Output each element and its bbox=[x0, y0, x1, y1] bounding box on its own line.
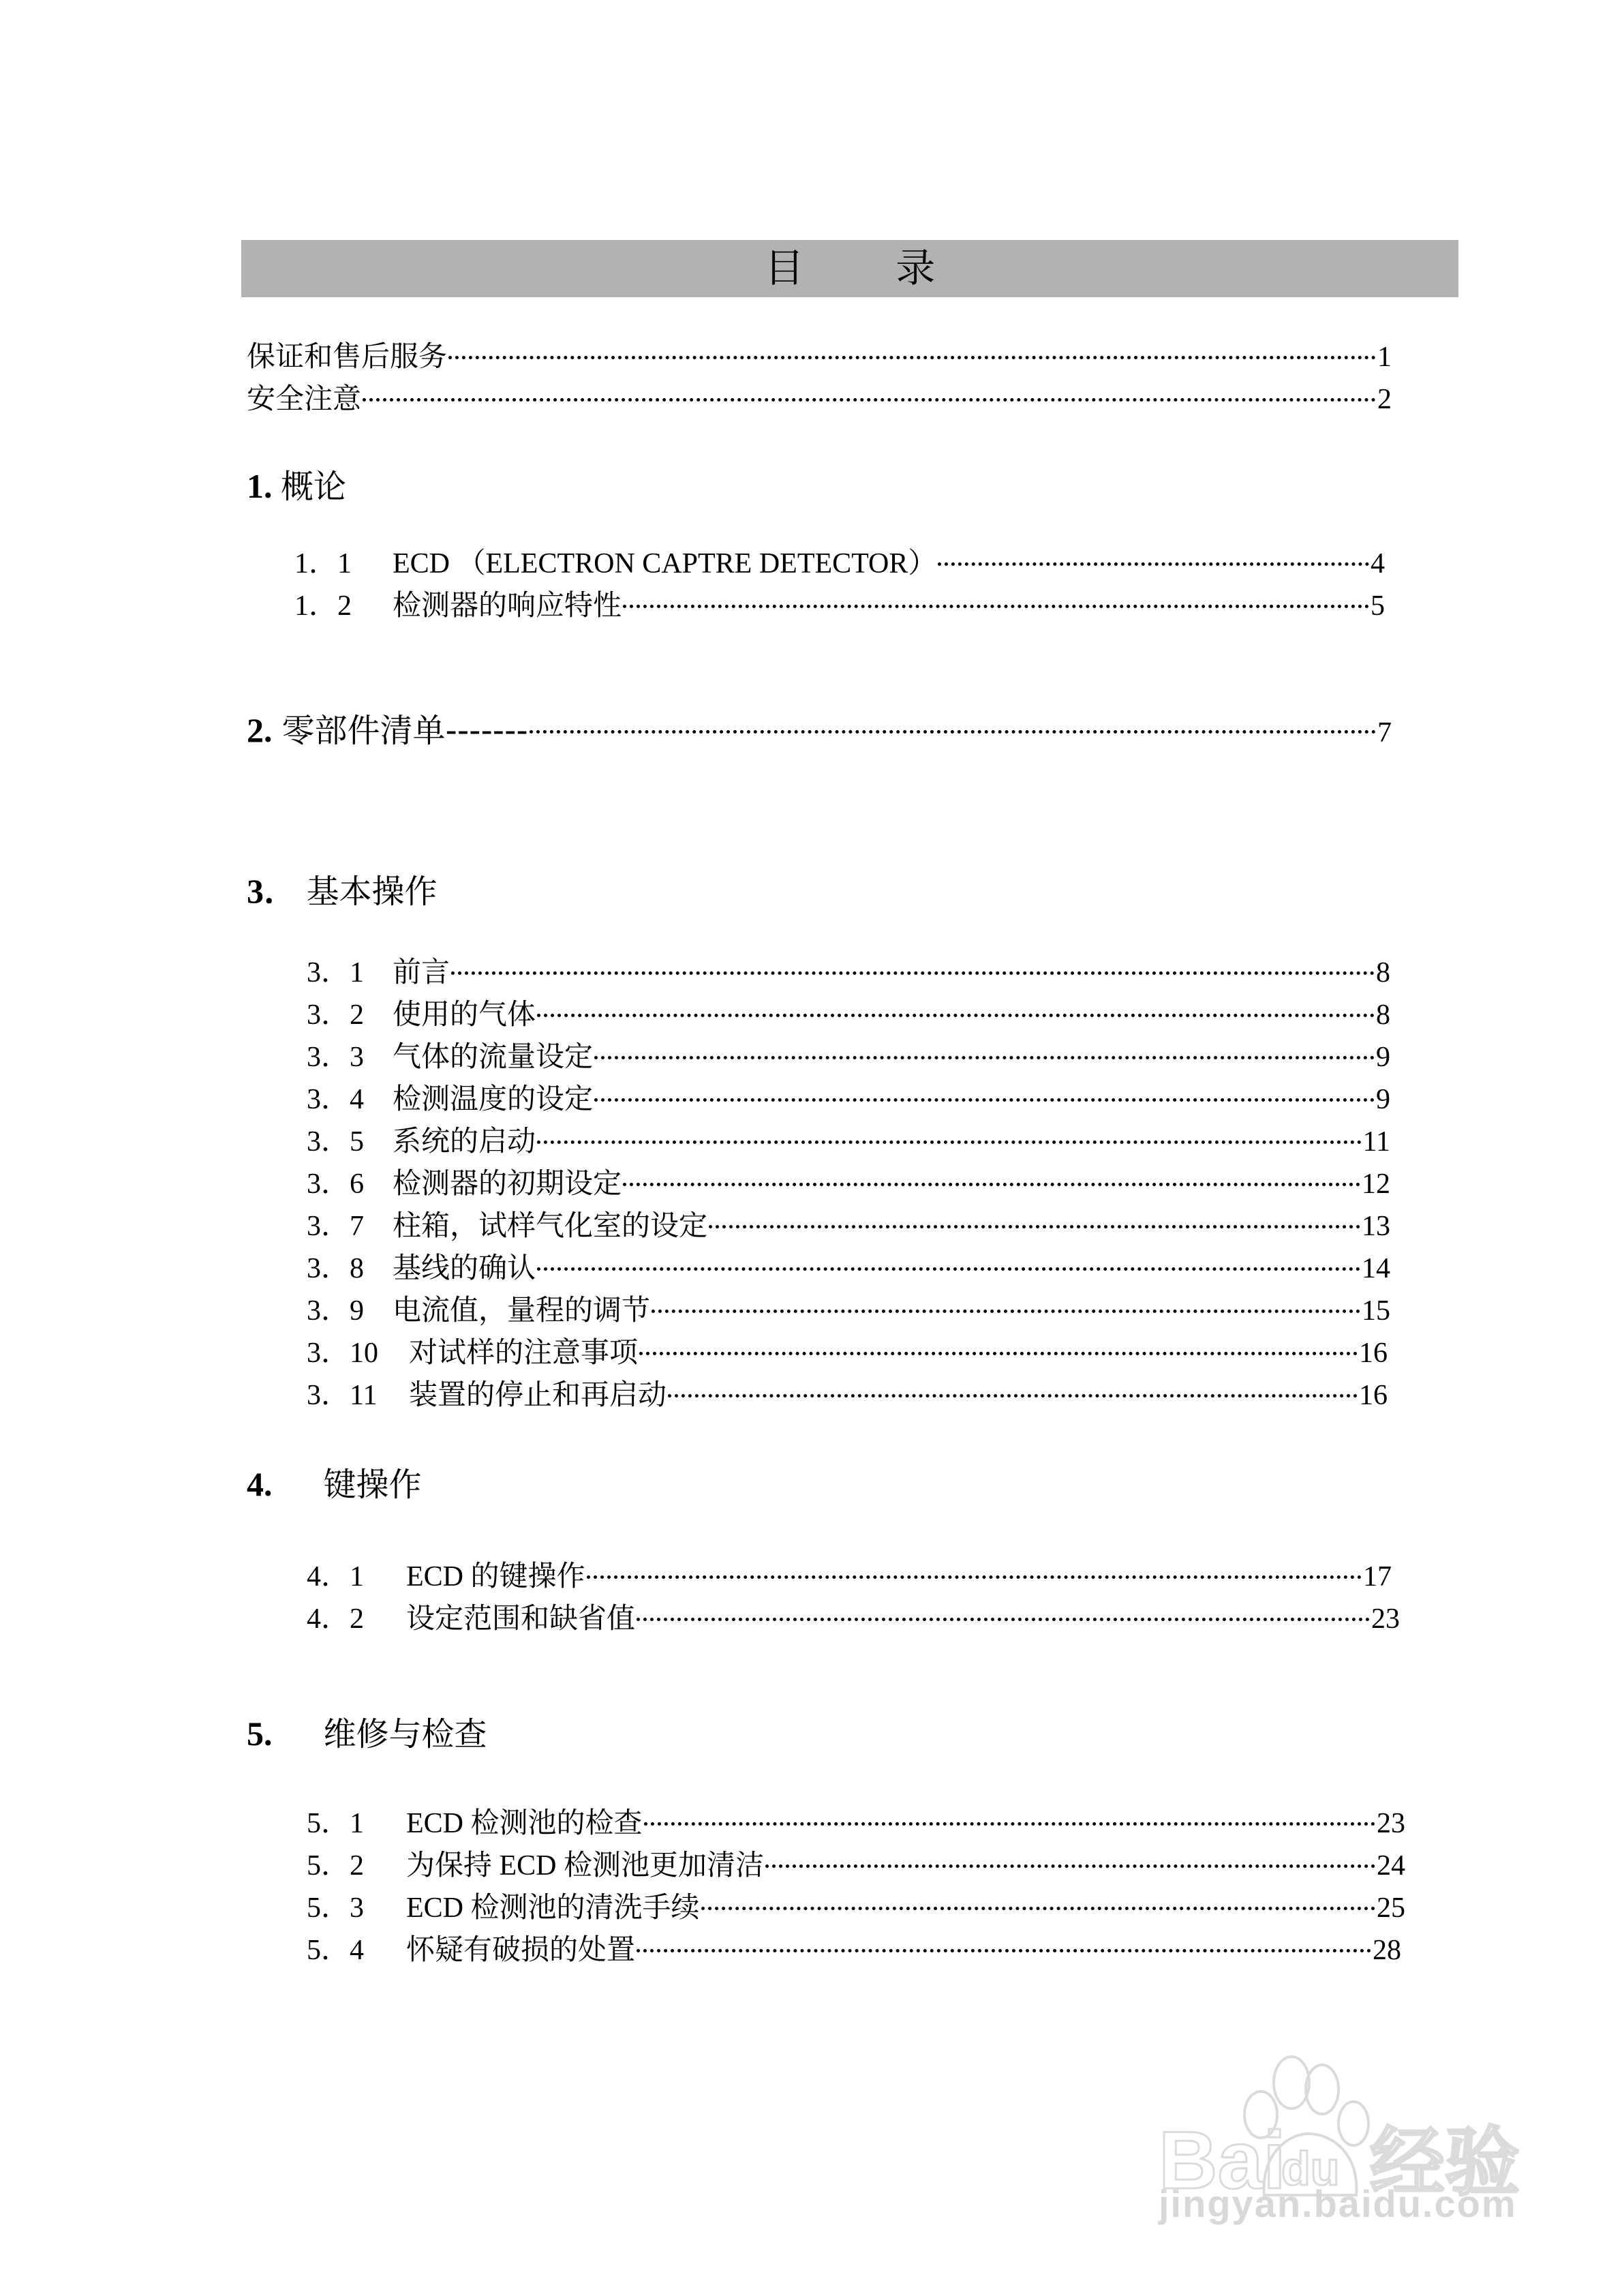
section-number: 3．6 bbox=[307, 1168, 365, 1200]
leader-dots bbox=[637, 1949, 1371, 1952]
toc-entry-page: 24 bbox=[1377, 1850, 1405, 1882]
section-number: 3．9 bbox=[307, 1295, 365, 1327]
leader-dots bbox=[537, 1141, 1362, 1144]
leader-dots bbox=[623, 1183, 1360, 1186]
toc-entry-3-1[interactable] bbox=[307, 958, 1390, 987]
leader-dots bbox=[644, 1822, 1375, 1826]
leader-dots bbox=[652, 1310, 1360, 1313]
section-number: 3．10 bbox=[307, 1338, 379, 1369]
toc-entry-3-11[interactable] bbox=[307, 1381, 1388, 1410]
toc-entry-label: 为保持 ECD 检测池更加清洁 bbox=[406, 1850, 765, 1882]
toc-entry-label: 检测器的响应特性 bbox=[393, 590, 622, 622]
toc-entry-label: 设定范围和缺省值 bbox=[406, 1603, 636, 1635]
toc-entry-3-9[interactable] bbox=[307, 1297, 1390, 1325]
toc-entry-label: 系统的启动 bbox=[393, 1126, 536, 1158]
toc-entry-3-3[interactable] bbox=[307, 1043, 1390, 1072]
section-number: 3．2 bbox=[307, 999, 365, 1031]
toc-entry-page: 23 bbox=[1371, 1603, 1400, 1635]
toc-entry-label: ECD （ELECTRON CAPTRE DETECTOR） bbox=[393, 548, 937, 579]
leader-dots bbox=[594, 1056, 1375, 1059]
toc-entry-page: 5 bbox=[1371, 590, 1385, 622]
toc-entry-page: 7 bbox=[1377, 717, 1392, 749]
leader-dots bbox=[594, 1098, 1375, 1102]
watermark-url: jingyan.baidu.com bbox=[1159, 2182, 1517, 2225]
toc-title-bar bbox=[241, 240, 1458, 297]
toc-title: 目 录 bbox=[764, 246, 977, 290]
chapter-number: 3． bbox=[247, 872, 298, 910]
chapter-number: 4. bbox=[247, 1465, 273, 1503]
section-number: 5．3 bbox=[307, 1892, 365, 1924]
section-number: 3．1 bbox=[307, 957, 365, 988]
leader-dots bbox=[623, 605, 1369, 608]
toc-entry-page: 28 bbox=[1373, 1935, 1401, 1966]
toc-entry-label: 使用的气体 bbox=[393, 999, 536, 1031]
section-number: 3．5 bbox=[307, 1126, 365, 1158]
toc-entry-page: 16 bbox=[1359, 1338, 1388, 1369]
section-number: 4．2 bbox=[307, 1603, 365, 1635]
section-number: 1．2 bbox=[294, 590, 352, 622]
toc-entry-5-2[interactable] bbox=[307, 1852, 1405, 1880]
toc-entry-page: 16 bbox=[1359, 1380, 1388, 1411]
toc-entry-page: 25 bbox=[1377, 1892, 1405, 1924]
toc-entry-5-1[interactable] bbox=[307, 1809, 1405, 1838]
toc-entry-warranty[interactable] bbox=[247, 343, 1392, 372]
toc-entry-safety[interactable] bbox=[247, 385, 1392, 414]
chapter-2-heading[interactable] bbox=[247, 711, 1392, 750]
toc-entry-page: 11 bbox=[1362, 1126, 1390, 1158]
toc-entry-page: 15 bbox=[1362, 1295, 1390, 1327]
section-number: 4．1 bbox=[307, 1561, 365, 1592]
toc-entry-1-2[interactable] bbox=[294, 592, 1385, 620]
toc-entry-label: 检测器的初期设定 bbox=[393, 1168, 622, 1200]
toc-entry-3-5[interactable] bbox=[307, 1128, 1390, 1156]
toc-entry-page: 12 bbox=[1362, 1168, 1390, 1200]
toc-entry-page: 9 bbox=[1376, 1084, 1390, 1115]
toc-entry-3-10[interactable] bbox=[307, 1339, 1388, 1368]
toc-entry-3-2[interactable] bbox=[307, 1001, 1390, 1029]
leader-dots bbox=[451, 971, 1375, 975]
section-number: 3．8 bbox=[307, 1253, 365, 1284]
toc-entry-page: 17 bbox=[1363, 1561, 1392, 1592]
chapter-title: 概论 bbox=[281, 468, 347, 506]
toc-entry-1-1[interactable] bbox=[294, 549, 1385, 578]
leader-dots bbox=[537, 1014, 1375, 1017]
chapter-title: 键操作 bbox=[323, 1466, 422, 1504]
chapter-title: 零部件清单------- bbox=[281, 712, 528, 750]
leader-dots bbox=[668, 1394, 1358, 1398]
section-number: 3．11 bbox=[307, 1380, 378, 1411]
toc-entry-page: 1 bbox=[1377, 342, 1392, 373]
chapter-4-heading[interactable] bbox=[247, 1465, 422, 1504]
chapter-number: 2. bbox=[247, 711, 273, 749]
section-number: 1．1 bbox=[294, 548, 352, 579]
svg-text:du: du bbox=[1281, 2142, 1340, 2195]
toc-entry-label: 电流值，量程的调节 bbox=[393, 1295, 651, 1327]
toc-entry-label: 装置的停止和再启动 bbox=[409, 1380, 667, 1411]
chapter-1-heading[interactable] bbox=[247, 467, 347, 506]
toc-entry-5-4[interactable] bbox=[307, 1936, 1401, 1965]
toc-entry-page: 13 bbox=[1362, 1211, 1390, 1242]
section-number: 3．3 bbox=[307, 1042, 365, 1073]
leader-dots bbox=[709, 1225, 1360, 1228]
toc-entry-3-6[interactable] bbox=[307, 1170, 1390, 1198]
toc-entry-label: 前言 bbox=[393, 957, 450, 988]
chapter-number: 1. bbox=[247, 467, 273, 505]
toc-entry-label: ECD 的键操作 bbox=[406, 1561, 585, 1592]
toc-entry-label: 检测温度的设定 bbox=[393, 1084, 594, 1115]
chapter-title: 维修与检查 bbox=[323, 1715, 487, 1753]
watermark-logo-text: Bai bbox=[1159, 2115, 1286, 2202]
section-number: 5．2 bbox=[307, 1850, 365, 1882]
leader-dots bbox=[639, 1352, 1358, 1355]
toc-entry-page: 4 bbox=[1371, 548, 1385, 579]
toc-entry-page: 2 bbox=[1377, 384, 1392, 415]
leader-dots bbox=[701, 1907, 1375, 1910]
leader-dots bbox=[637, 1618, 1370, 1621]
toc-entry-page: 23 bbox=[1377, 1808, 1405, 1839]
chapter-title: 基本操作 bbox=[306, 873, 438, 911]
toc-entry-label: 对试样的注意事项 bbox=[409, 1338, 639, 1369]
toc-entry-label: 安全注意 bbox=[247, 384, 362, 415]
leader-dots bbox=[537, 1267, 1360, 1271]
chapter-3-heading[interactable] bbox=[247, 872, 438, 911]
toc-entry-page: 9 bbox=[1376, 1042, 1390, 1073]
toc-entry-5-3[interactable] bbox=[307, 1894, 1405, 1922]
toc-entry-page: 8 bbox=[1376, 957, 1390, 988]
toc-entry-4-1[interactable] bbox=[307, 1562, 1392, 1591]
toc-entry-4-2[interactable] bbox=[307, 1605, 1400, 1633]
leader-dots bbox=[530, 730, 1376, 734]
leader-dots bbox=[587, 1575, 1362, 1579]
section-number: 3．7 bbox=[307, 1211, 365, 1242]
toc-entry-label: 怀疑有破损的处置 bbox=[406, 1935, 636, 1966]
leader-dots bbox=[938, 562, 1369, 566]
toc-entry-3-8[interactable] bbox=[307, 1254, 1390, 1283]
toc-entry-label: ECD 检测池的检查 bbox=[406, 1808, 643, 1839]
section-number: 5．4 bbox=[307, 1935, 365, 1966]
leader-dots bbox=[363, 398, 1376, 402]
svg-text:经验: 经验 bbox=[1370, 2119, 1520, 2202]
toc-entry-label: 柱箱，试样气化室的设定 bbox=[393, 1211, 708, 1242]
section-number: 3．4 bbox=[307, 1084, 365, 1115]
toc-entry-label: 基线的确认 bbox=[393, 1253, 536, 1284]
chapter-5-heading[interactable] bbox=[247, 1717, 487, 1751]
toc-entry-page: 14 bbox=[1362, 1253, 1390, 1284]
toc-entry-page: 8 bbox=[1376, 999, 1390, 1031]
leader-dots bbox=[765, 1864, 1375, 1868]
toc-entry-label: ECD 检测池的清洗手续 bbox=[406, 1892, 700, 1924]
baidu-paw-logo-icon bbox=[1152, 2052, 1533, 2202]
toc-entry-3-7[interactable] bbox=[307, 1212, 1390, 1241]
toc-entry-label: 气体的流量设定 bbox=[393, 1042, 594, 1073]
section-number: 5．1 bbox=[307, 1808, 365, 1839]
toc-entry-label: 保证和售后服务 bbox=[247, 342, 448, 373]
leader-dots bbox=[448, 356, 1376, 359]
chapter-number: 5. bbox=[247, 1715, 273, 1753]
toc-entry-3-4[interactable] bbox=[307, 1085, 1390, 1114]
